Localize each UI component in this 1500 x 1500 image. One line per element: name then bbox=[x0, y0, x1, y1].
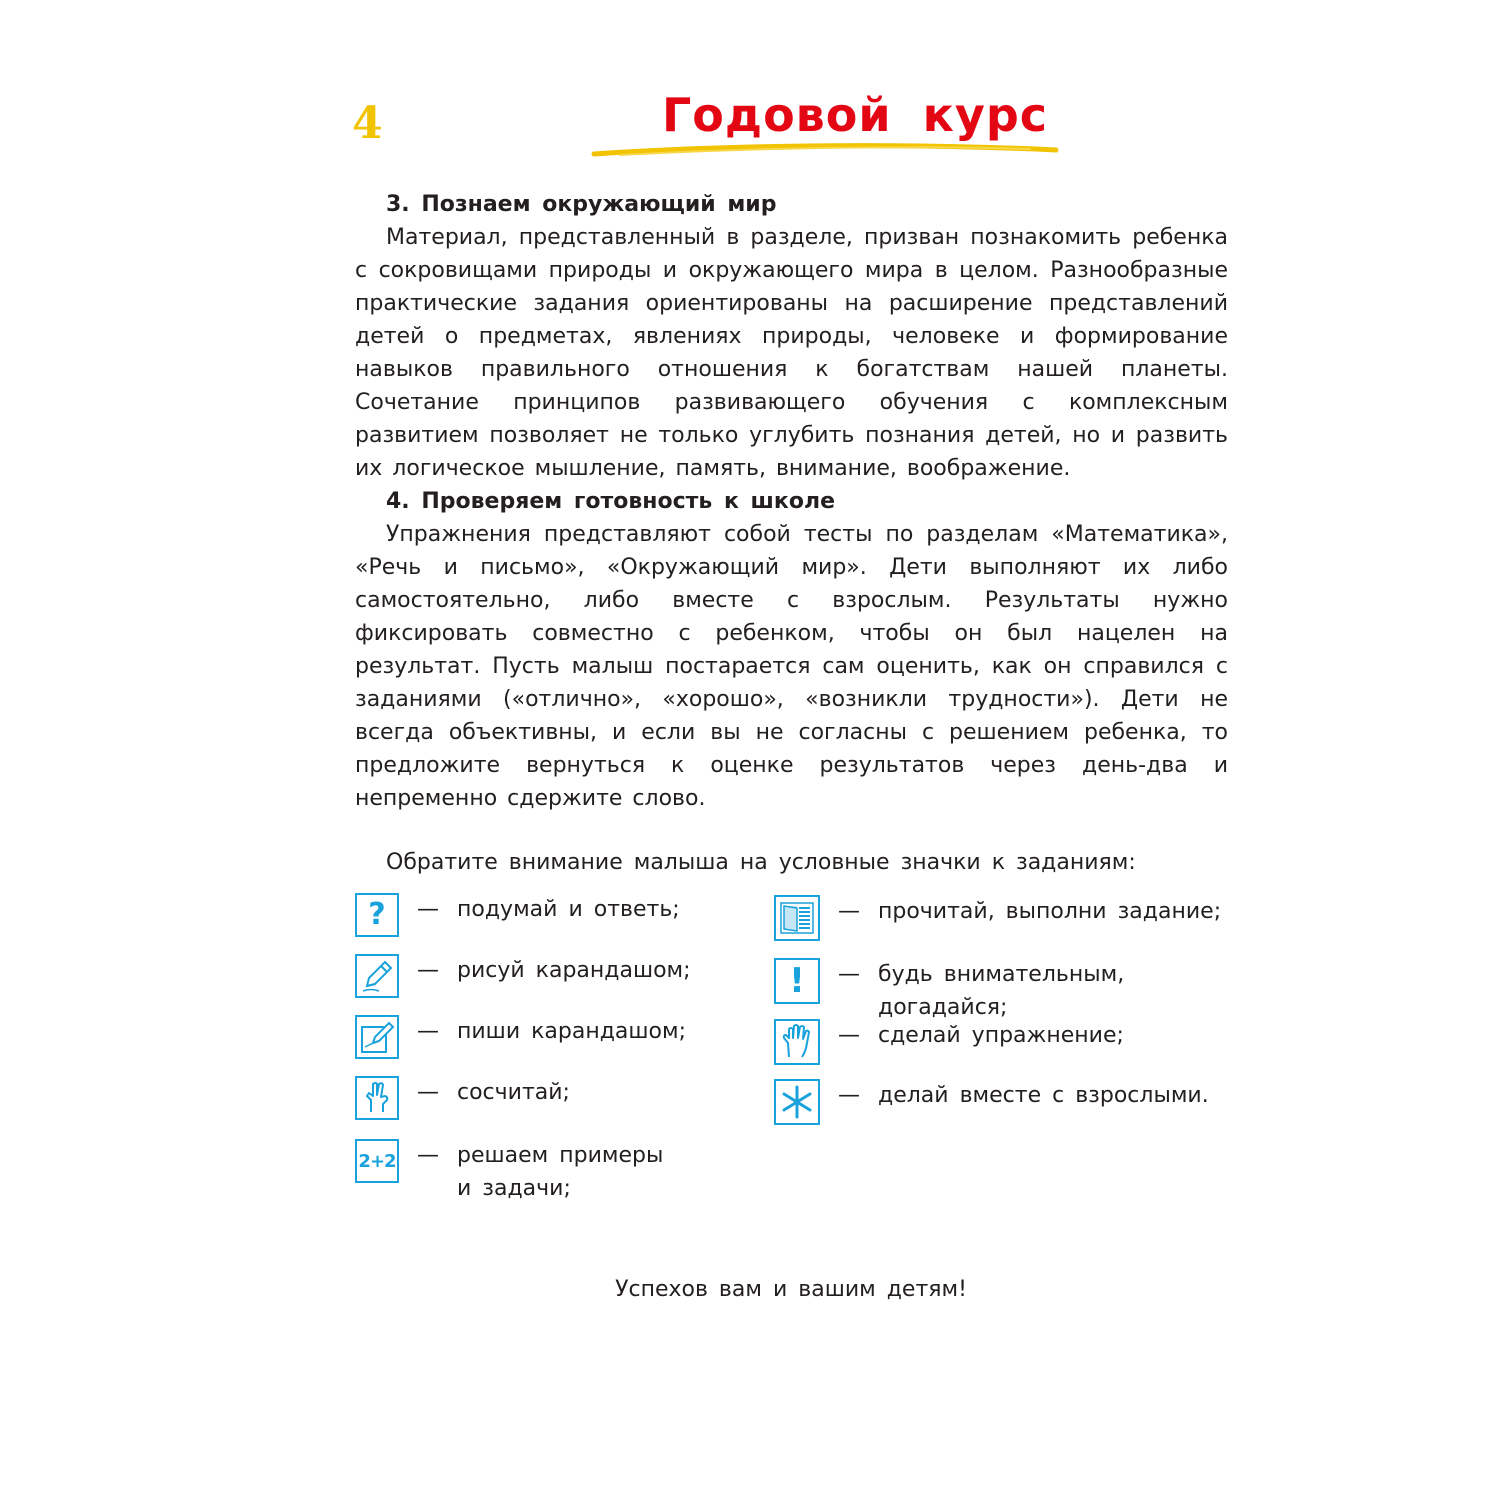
legend-dash: — bbox=[838, 899, 860, 924]
legend-dash: — bbox=[417, 1080, 439, 1105]
legend-item bbox=[355, 1139, 687, 1205]
counting-hand-icon bbox=[355, 1076, 399, 1120]
section-paragraph: Материал, представленный в разделе, призван познакомить ребенка с сокровищами природы и окружающего мира в целом. Разнообразные практические задания ориентированы на расширение представлений детей о предметах, явлениях природы, человеке и формирование навыков правильного отношения к богатствам нашей планеты. Сочетание принципов развивающего обучения с комплексным развитием позволяет не только углубить познания детей, но и развить их логическое мышление, память, внимание, воображение. bbox=[355, 225, 1228, 481]
page-title: Годовой курс bbox=[662, 88, 1049, 142]
legend-dash: — bbox=[417, 958, 439, 983]
book-icon bbox=[774, 895, 820, 941]
legend-dash: — bbox=[417, 1019, 439, 1044]
exclamation-icon: ! bbox=[774, 958, 820, 1004]
legend-label: делай вместе с взрослыми. bbox=[878, 1083, 1209, 1108]
legend-label: рисуй карандашом; bbox=[457, 958, 691, 983]
legend-label: будь внимательным, догадайся; bbox=[878, 962, 1125, 1020]
legend-label: сосчитай; bbox=[457, 1080, 570, 1105]
math-icon: 2+2 bbox=[355, 1139, 399, 1183]
legend-item bbox=[355, 893, 680, 937]
legend-label: сделай упражнение; bbox=[878, 1023, 1124, 1048]
section-heading: 4. Проверяем готовность к школе bbox=[386, 489, 835, 514]
together-icon bbox=[774, 1079, 820, 1125]
legend-intro: Обратите внимание малыша на условные значки к заданиям: bbox=[386, 850, 1136, 875]
legend-dash: — bbox=[838, 962, 860, 987]
legend-item bbox=[774, 1079, 1209, 1125]
closing-message: Успехов вам и вашим детям! bbox=[615, 1277, 967, 1302]
title-underline bbox=[590, 140, 1060, 160]
legend-item bbox=[355, 954, 691, 998]
legend-label: пиши карандашом; bbox=[457, 1019, 686, 1044]
legend-item bbox=[355, 1015, 686, 1059]
legend-label: прочитай, выполни задание; bbox=[878, 899, 1222, 924]
page-number: 4 bbox=[352, 98, 383, 149]
question-icon: ? bbox=[355, 893, 399, 937]
legend-label: подумай и ответь; bbox=[457, 897, 680, 922]
legend-item bbox=[774, 1019, 1124, 1065]
legend-dash: — bbox=[417, 897, 439, 922]
pencil-draw-icon bbox=[355, 954, 399, 998]
body-text bbox=[355, 188, 1228, 815]
legend-dash: — bbox=[417, 1143, 439, 1168]
section-heading: 3. Познаем окружающий мир bbox=[386, 192, 777, 217]
legend-label: решаем примеры и задачи; bbox=[457, 1143, 664, 1201]
pencil-write-icon bbox=[355, 1015, 399, 1059]
open-hand-icon bbox=[774, 1019, 820, 1065]
legend-dash: — bbox=[838, 1023, 860, 1048]
page-header bbox=[590, 88, 1060, 168]
legend-item bbox=[355, 1076, 570, 1120]
legend-item bbox=[774, 895, 1221, 941]
section-paragraph: Упражнения представляют собой тесты по разделам «Математика», «Речь и письмо», «Окружающий мир». Дети выполняют их либо самостоятельно, либо вместе с взрослым. Результаты нужно фиксировать совместно с ребенком, чтобы он был нацелен на результат. Пусть малыш постарается сам оценить, как он справился с заданиями («отлично», «хорошо», «возникли трудности»). Дети не всегда объективны, и если вы не согласны с решением ребенка, то предложите вернуться к оценке результатов через день-два и непременно сдержите слово. bbox=[355, 522, 1228, 811]
legend-item bbox=[774, 958, 1148, 1024]
legend-dash: — bbox=[838, 1083, 860, 1108]
